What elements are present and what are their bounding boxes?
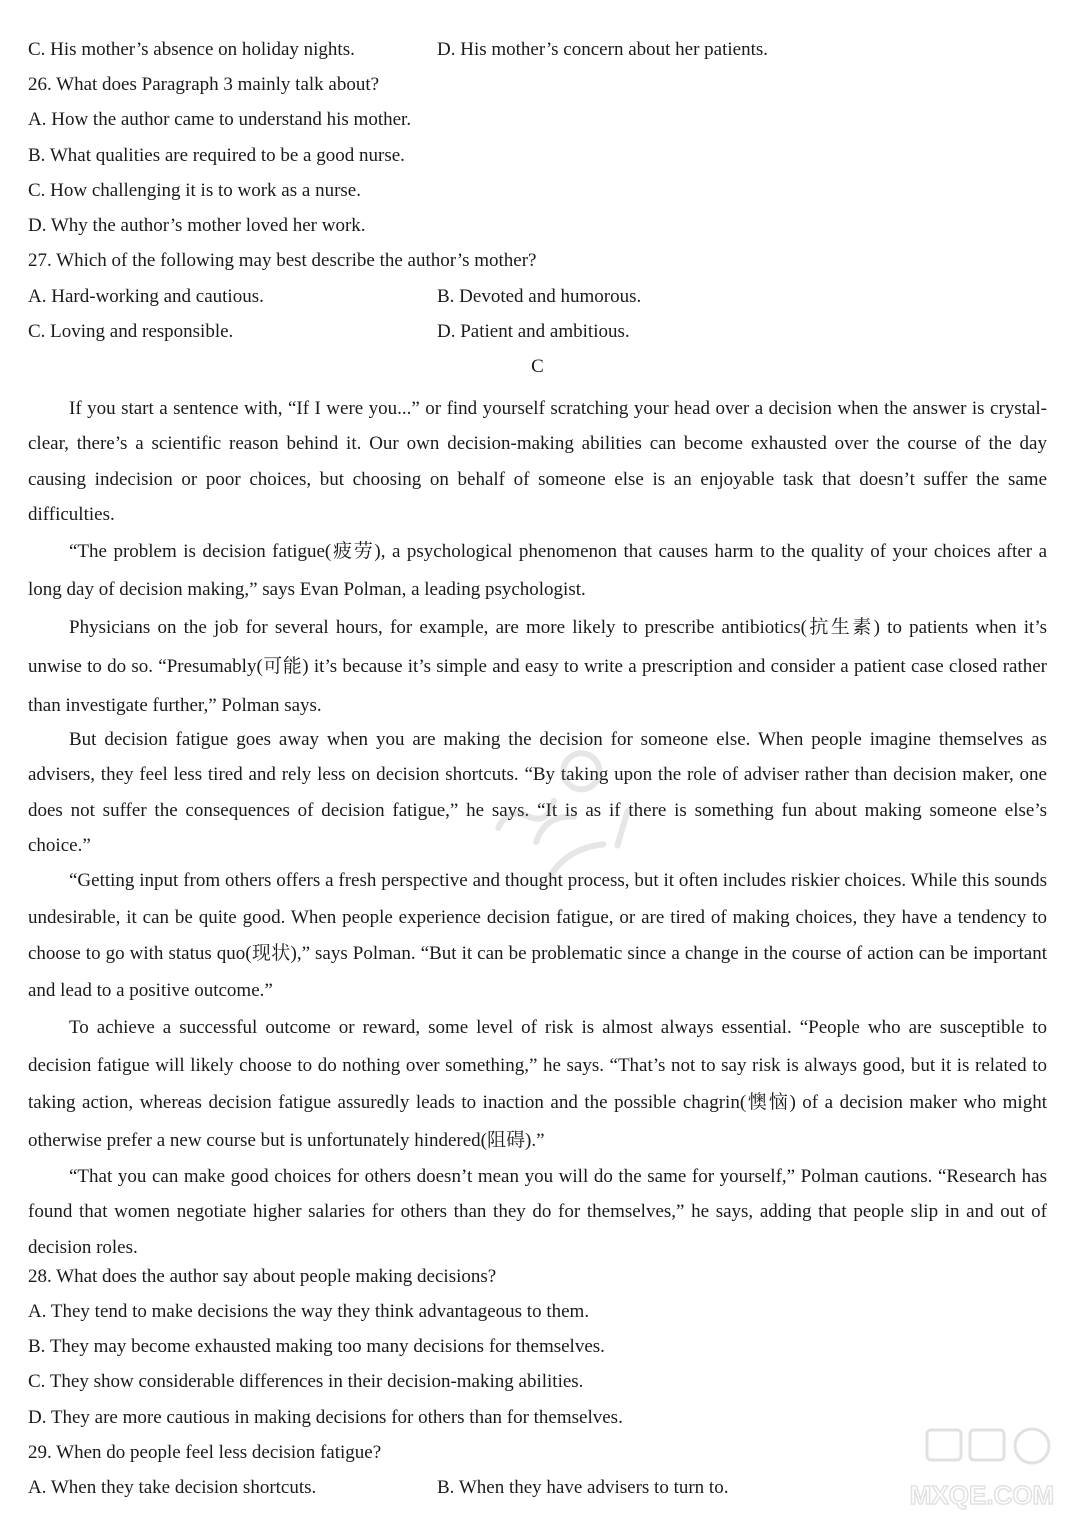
passage-paragraph-2: [28, 533, 1047, 608]
q29-question: 29. When do people feel less decision fatigue?: [28, 1442, 382, 1463]
q26-question: 26. What does Paragraph 3 mainly talk about?: [28, 74, 380, 95]
paragraph-text: But decision fatigue goes away when you are making the decision for someone else. When people imagine themselves as advisers, they feel less tired and rely less on decision shortcuts. “By taking upon the role of adviser rather than decision maker, one does not suffer the consequences of decision fatigue,” he says. “It is as if there is something fun about making someone else’s choice.”: [28, 729, 1047, 856]
q25-option-d: D. His mother’s concern about her patients.: [437, 39, 769, 60]
q26-option-b: B. What qualities are required to be a good nurse.: [28, 145, 405, 166]
q26-option-a: A. How the author came to understand his mother.: [28, 109, 412, 130]
site-watermark-logo: [892, 1424, 1072, 1514]
q27-question: 27. Which of the following may best describe the author’s mother?: [28, 250, 537, 271]
passage-paragraph-4: [28, 722, 1047, 863]
paragraph-text: To achieve a successful outcome or reward, some level of risk is almost always essential. “People who are susceptible to decision fatigue will likely choose to do nothing over something,” he says. “That’s not to say risk is always good, but it is related to taking action, whereas decision fatigue assuredly leads to inaction and the possible chagrin(懊恼) of a decision maker who might otherwise prefer a new course but is unfortunately hindered(阻碍).”: [28, 1017, 1047, 1151]
q27-option-a: A. Hard-working and cautious.: [28, 286, 264, 307]
paragraph-text: “That you can make good choices for others doesn’t mean you will do the same for yourself,” Polman cautions. “Research has found that women negotiate higher salaries for others than they do for themselves,” he says, adding that people slip in and out of decision roles.: [28, 1166, 1047, 1258]
q27-option-b: B. Devoted and humorous.: [437, 286, 642, 307]
q29-option-a: A. When they take decision shortcuts.: [28, 1477, 317, 1498]
section-label: C: [531, 356, 544, 377]
passage-paragraph-3: [28, 608, 1047, 725]
passage-paragraph-6: [28, 1009, 1047, 1159]
paragraph-text: Physicians on the job for several hours, for example, are more likely to prescribe antibiotics(抗生素) to patients when it’s unwise to do so. “Presumably(可能) it’s because it’s simple and easy to write a prescription and consider a patient case closed rather than investigate further,” Polman says.: [28, 617, 1047, 716]
svg-text:MXQE.COM: MXQE.COM: [909, 1480, 1055, 1510]
passage-paragraph-1: [28, 391, 1047, 532]
q26-option-c: C. How challenging it is to work as a nurse.: [28, 180, 361, 201]
paragraph-text: “Getting input from others offers a fresh perspective and thought process, but it often includes riskier choices. While this sounds undesirable, it can be quite good. When people experience decision fatigue, or are tired of making choices, they have a tendency to choose to go with status quo(现状),” says Polman. “But it can be problematic since a change in the course of action can be important and lead to a positive outcome.”: [28, 870, 1047, 1001]
q27-option-d: D. Patient and ambitious.: [437, 321, 630, 342]
passage-paragraph-5: [28, 863, 1047, 1009]
paragraph-text: If you start a sentence with, “If I were you...” or find yourself scratching your head over a decision when the answer is crystal-clear, there’s a scientific reason behind it. Our own decision-making abilities can become exhausted over the course of the day causing indecision or poor choices, but choosing on behalf of someone else is an enjoyable task that doesn’t suffer the same difficulties.: [28, 398, 1047, 525]
q28-option-a: A. They tend to make decisions the way they think advantageous to them.: [28, 1301, 590, 1322]
q28-option-b: B. They may become exhausted making too many decisions for themselves.: [28, 1336, 605, 1357]
q26-option-d: D. Why the author’s mother loved her work.: [28, 215, 366, 236]
q28-option-d: D. They are more cautious in making decisions for others than for themselves.: [28, 1407, 623, 1428]
q29-option-b: B. When they have advisers to turn to.: [437, 1477, 729, 1498]
q28-option-c: C. They show considerable differences in their decision-making abilities.: [28, 1371, 584, 1392]
q25-option-c: C. His mother’s absence on holiday nights.: [28, 39, 355, 60]
q28-question: 28. What does the author say about people making decisions?: [28, 1266, 497, 1287]
paragraph-text: “The problem is decision fatigue(疲劳), a psychological phenomenon that causes harm to the quality of your choices after a long day of decision making,” says Evan Polman, a leading psychologist.: [28, 541, 1047, 600]
passage-paragraph-7: [28, 1159, 1047, 1265]
q27-option-c: C. Loving and responsible.: [28, 321, 234, 342]
